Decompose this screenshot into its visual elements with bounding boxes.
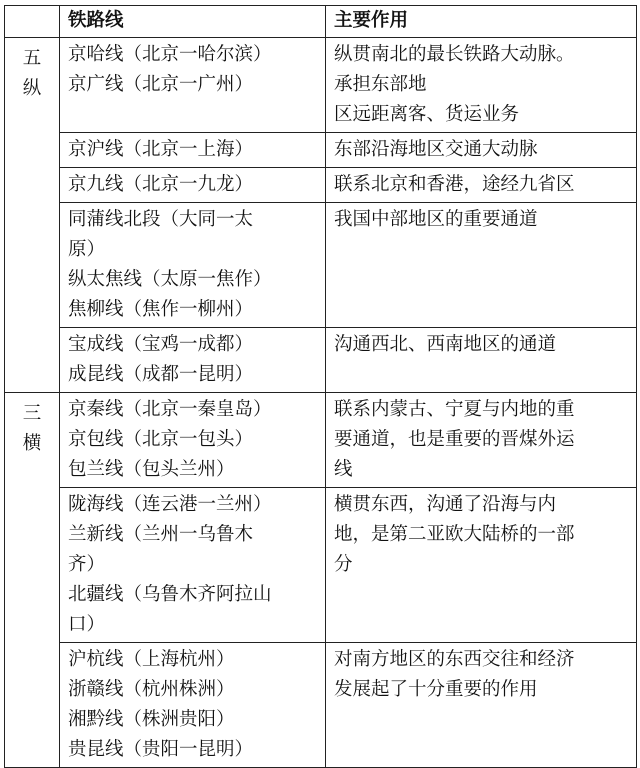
railway-line-text: 京广线（北京一广州） (68, 74, 254, 95)
railway-line-text: 齐） (68, 554, 106, 575)
railway-line-text: 京沪线（北京一上海） (68, 139, 254, 160)
railway-line-text: 京包线（北京一包头） (68, 429, 254, 450)
main-role-cell (326, 168, 637, 203)
railway-lines-cell (60, 393, 326, 488)
header-railway-line: 铁路线 (60, 6, 326, 38)
railway-lines-cell (60, 488, 326, 643)
main-role-text: 沟通西北、西南地区的通道 (334, 334, 557, 355)
main-role-text: 线 (334, 459, 353, 480)
main-role-text: 区远距离客、货运业务 (334, 104, 520, 125)
railway-line-text: 贵昆线（贵阳一昆明） (68, 739, 254, 760)
main-role-text: 东部沿海地区交通大动脉 (334, 139, 538, 160)
railway-line-text: 京九线（北京一九龙） (68, 174, 254, 195)
railway-lines-cell (60, 38, 326, 133)
header-row (5, 6, 637, 38)
main-role-cell (326, 643, 637, 768)
railway-line-text: 同蒲线北段（大同一太 (68, 209, 254, 230)
railway-lines-cell (60, 328, 326, 393)
main-role-text: 分 (334, 554, 353, 575)
railway-line-text: 纵太焦线（太原一焦作） (68, 269, 272, 290)
railway-lines-cell (60, 643, 326, 768)
table-row (5, 133, 637, 168)
group-label-cell (5, 393, 60, 768)
table-row (5, 168, 637, 203)
main-role-cell (326, 393, 637, 488)
main-role-text: 联系内蒙古、宁夏与内地的重 (334, 399, 575, 420)
group-label-char: 横 (22, 433, 42, 454)
railway-line-text: 兰新线（兰州一乌鲁木 (68, 524, 254, 545)
main-role-text: 横贯东西，沟通了沿海与内 (334, 494, 557, 515)
main-role-text: 要通道，也是重要的晋煤外运 (334, 429, 575, 450)
railway-line-text: 原） (68, 239, 106, 260)
group-label-char: 纵 (22, 78, 42, 99)
railway-line-text: 包兰线（包头兰州） (68, 459, 235, 480)
table-row (5, 643, 637, 768)
railway-line-text: 成昆线（成都一昆明） (68, 364, 254, 385)
group-label-char: 五 (22, 48, 42, 69)
table-body (5, 38, 637, 768)
main-role-cell (326, 38, 637, 133)
railway-line-text: 口） (68, 614, 106, 635)
main-role-text: 地，是第二亚欧大陆桥的一部 (334, 524, 575, 545)
main-role-text: 联系北京和香港，途经九省区 (334, 174, 575, 195)
group-label-cell (5, 38, 60, 393)
railway-lines-cell (60, 203, 326, 328)
main-role-text: 我国中部地区的重要通道 (334, 209, 538, 230)
railway-line-text: 北疆线（乌鲁木齐阿拉山 (68, 584, 272, 605)
railway-line-text: 宝成线（宝鸡一成都） (68, 334, 254, 355)
main-role-cell (326, 328, 637, 393)
main-role-cell (326, 203, 637, 328)
table-row (5, 203, 637, 328)
main-role-text: 发展起了十分重要的作用 (334, 679, 538, 700)
table-row (5, 393, 637, 488)
header-empty-cell (5, 6, 60, 38)
railway-lines-cell (60, 168, 326, 203)
railway-line-text: 陇海线（连云港一兰州） (68, 494, 272, 515)
table-row (5, 328, 637, 393)
table-row (5, 488, 637, 643)
main-role-cell (326, 133, 637, 168)
railway-line-text: 京哈线（北京一哈尔滨） (68, 44, 272, 65)
group-label-char: 三 (22, 403, 42, 424)
main-role-text: 对南方地区的东西交往和经济 (334, 649, 575, 670)
main-role-cell (326, 488, 637, 643)
railway-lines-cell (60, 133, 326, 168)
railway-line-text: 京秦线（北京一秦皇岛） (68, 399, 272, 420)
railway-table (4, 5, 637, 768)
railway-line-text: 湘黔线（株洲贵阳） (68, 709, 235, 730)
railway-line-text: 沪杭线（上海杭州） (68, 649, 235, 670)
main-role-text: 纵贯南北的最长铁路大动脉。 (334, 44, 575, 65)
railway-line-text: 浙赣线（杭州株洲） (68, 679, 235, 700)
header-main-role: 主要作用 (326, 6, 637, 38)
main-role-text: 承担东部地 (334, 74, 427, 95)
railway-line-text: 焦柳线（焦作一柳州） (68, 299, 254, 320)
table-row (5, 38, 637, 133)
